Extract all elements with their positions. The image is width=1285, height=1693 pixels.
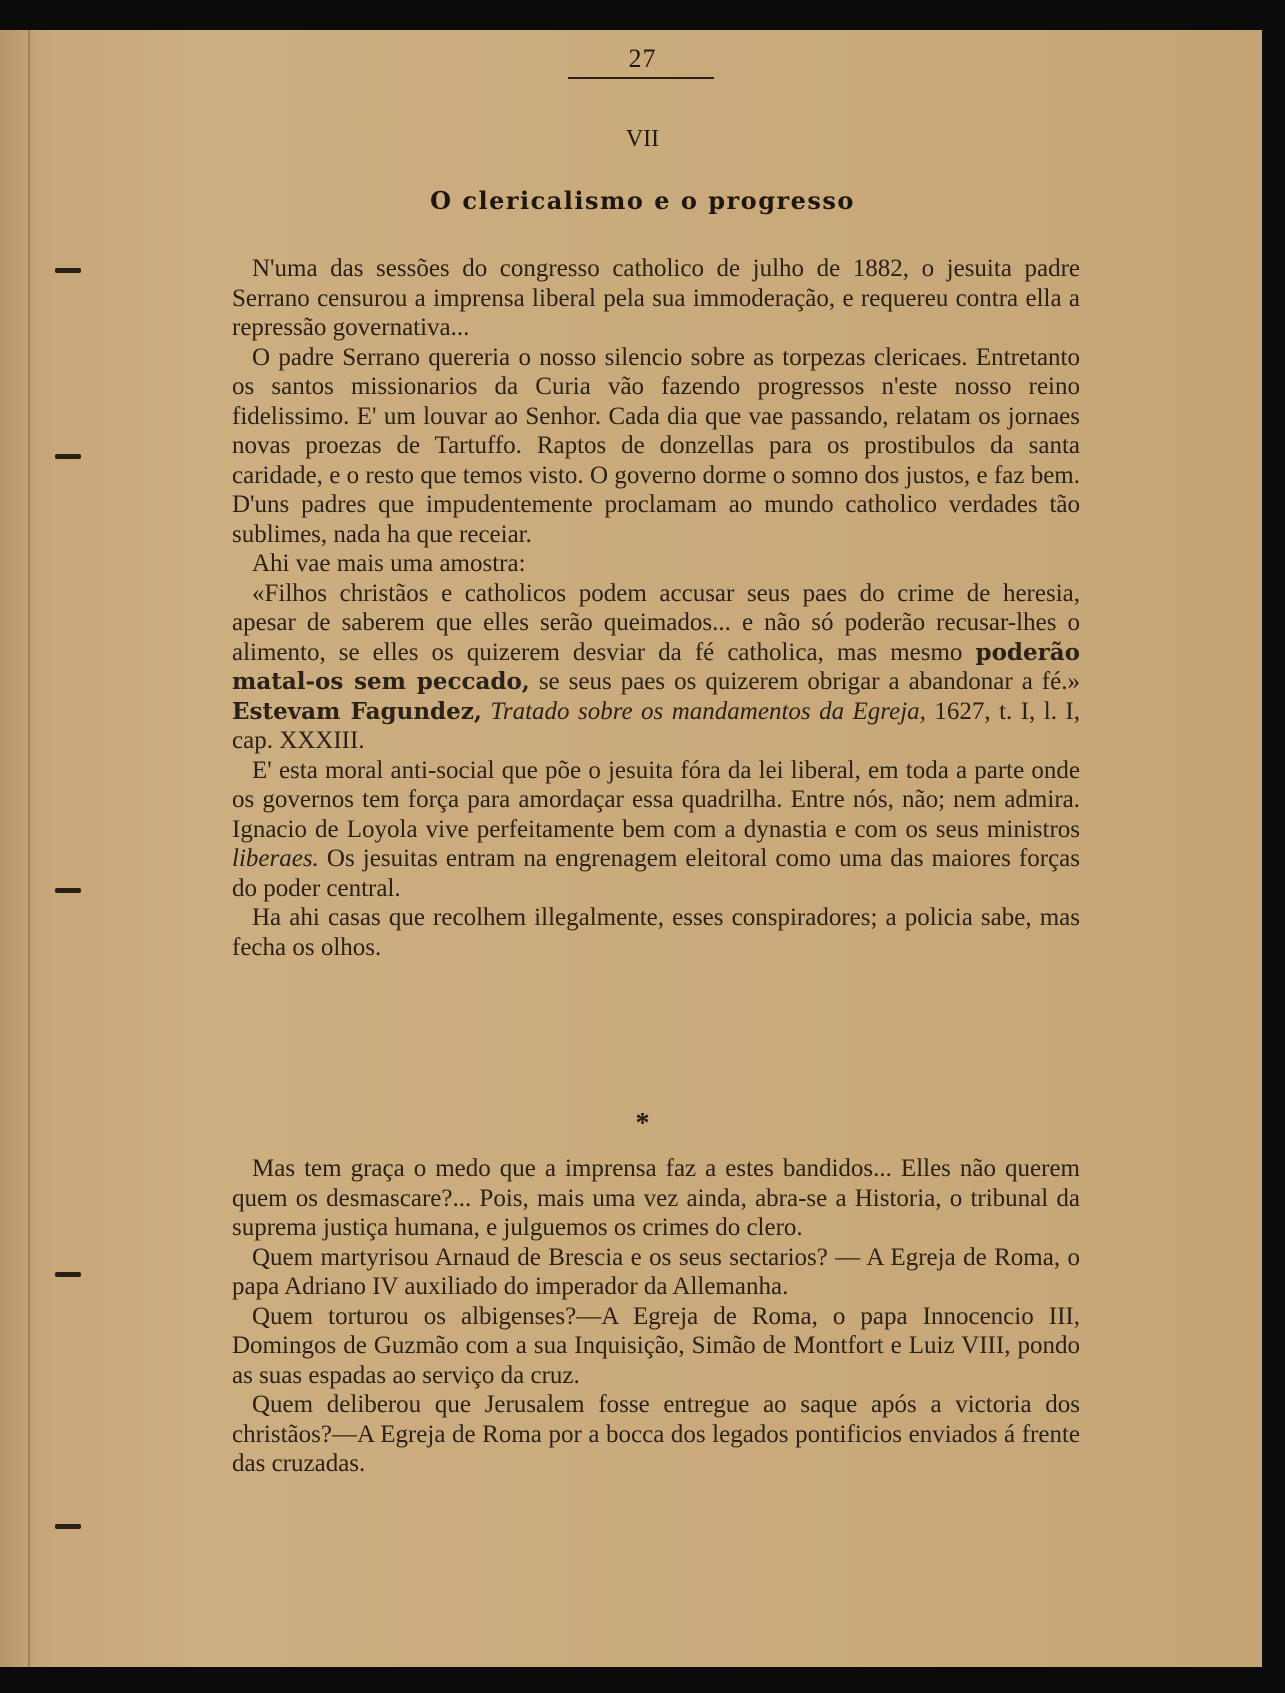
paragraph: Quem deliberou que Jerusalem fosse entregue ao saque após a victoria dos christãos?—A Egreja de Roma por a bocca dos legados pontificios enviados á frente das cruzadas. (232, 1391, 1080, 1477)
paragraph: N'uma das sessões do congresso catholico de julho de 1882, o jesuita padre Serrano censurou a imprensa liberal pela sua immoderação, e requereu contra ella a repressão governativa... (232, 255, 1080, 341)
page-spine-line (28, 30, 30, 1667)
paragraph: Ahi vae mais uma amostra: (252, 550, 526, 577)
binding-stitch (55, 1524, 81, 1529)
paragraph-text: E' esta moral anti-social que põe o jesuita fóra da lei liberal, em toda a parte onde os governos tem força para amordaçar essa quadrilha. Entre nós, não; nem admira. Ignacio de Loyola vive perfeitamente bem com a dynastia e com os seus ministros (232, 756, 1080, 843)
paragraph: Mas tem graça o medo que a imprensa faz a estes bandidos... Elles não querem quem os desmascare?... Pois, mais uma vez ainda, abra-se a Historia, o tribunal da suprema justiça humana, e julguemos os crimes do clero. (232, 1155, 1080, 1241)
paragraph (232, 756, 1080, 904)
binding-stitch (55, 888, 81, 893)
quote-text: «Filhos christãos e catholicos podem accusar seus paes do crime de heresia, apesar de saberem que elles serão queimados... e não só poderão recusar-lhes o alimento, se elles os quizerem desviar da fé catholica, mas mesmo (232, 579, 1080, 666)
quote-author: Estevam Fagundez, (232, 697, 482, 725)
page-number: 27 (628, 44, 657, 73)
chapter-number: VII (625, 126, 660, 152)
paragraph: Quem torturou os albigenses?—A Egreja de Roma, o papa Innocencio III, Domingos de Guzmão com a sua Inquisição, Simão de Montfort e Luiz VIII, pondo as suas espadas ao serviço da cruz. (232, 1302, 1080, 1389)
section-2 (232, 1154, 1080, 1479)
paragraph: O padre Serrano quereria o nosso silencio sobre as torpezas clericaes. Entretanto os santos missionarios da Curia vão fazendo progressos n'este nosso reino fidelissimo. E' um louvar ao Senhor. Cada dia que vae passando, relatam os jornaes novas proezas de Tartuffo. Raptos de donzellas para os prostibulos da santa caridade, e o resto que temos visto. O governo dorme o somno dos justos, e faz bem. D'uns padres que impudentemente proclamam ao mundo catholico verdades tão sublimes, nada ha que receiar. (232, 343, 1080, 548)
section-1 (232, 254, 1080, 962)
paragraph: Ha ahi casas que recolhem illegalmente, esses conspiradores; a policia sabe, mas fecha os olhos. (232, 904, 1080, 961)
section-separator: * (635, 1108, 650, 1139)
chapter-title: O clericalismo e o progresso (430, 186, 855, 215)
paragraph: Quem martyrisou Arnaud de Brescia e os seus sectarios? — A Egreja de Roma, o papa Adriano IV auxiliado do imperador da Allemanha. (232, 1243, 1080, 1300)
page-number-rule (568, 77, 714, 79)
paragraph-text: Os jesuitas entram na engrenagem eleitoral como uma das maiores forças do poder central. (232, 845, 1080, 902)
quote-emphasis: poderão matal-os sem peccado, (232, 638, 1080, 695)
binding-stitch (55, 454, 81, 459)
quote-work-title: Tratado sobre os mandamentos da Egreja, (490, 697, 926, 725)
quote-paragraph (232, 579, 1080, 756)
binding-stitch (55, 268, 81, 273)
quote-reference: 1627, t. I, l. I, cap. XXXIII. (232, 697, 1080, 754)
italic-word: liberaes. (232, 845, 319, 872)
quote-text: se seus paes os quizerem obrigar a abandonar a fé.» (529, 668, 1080, 695)
binding-stitch (55, 1272, 81, 1277)
